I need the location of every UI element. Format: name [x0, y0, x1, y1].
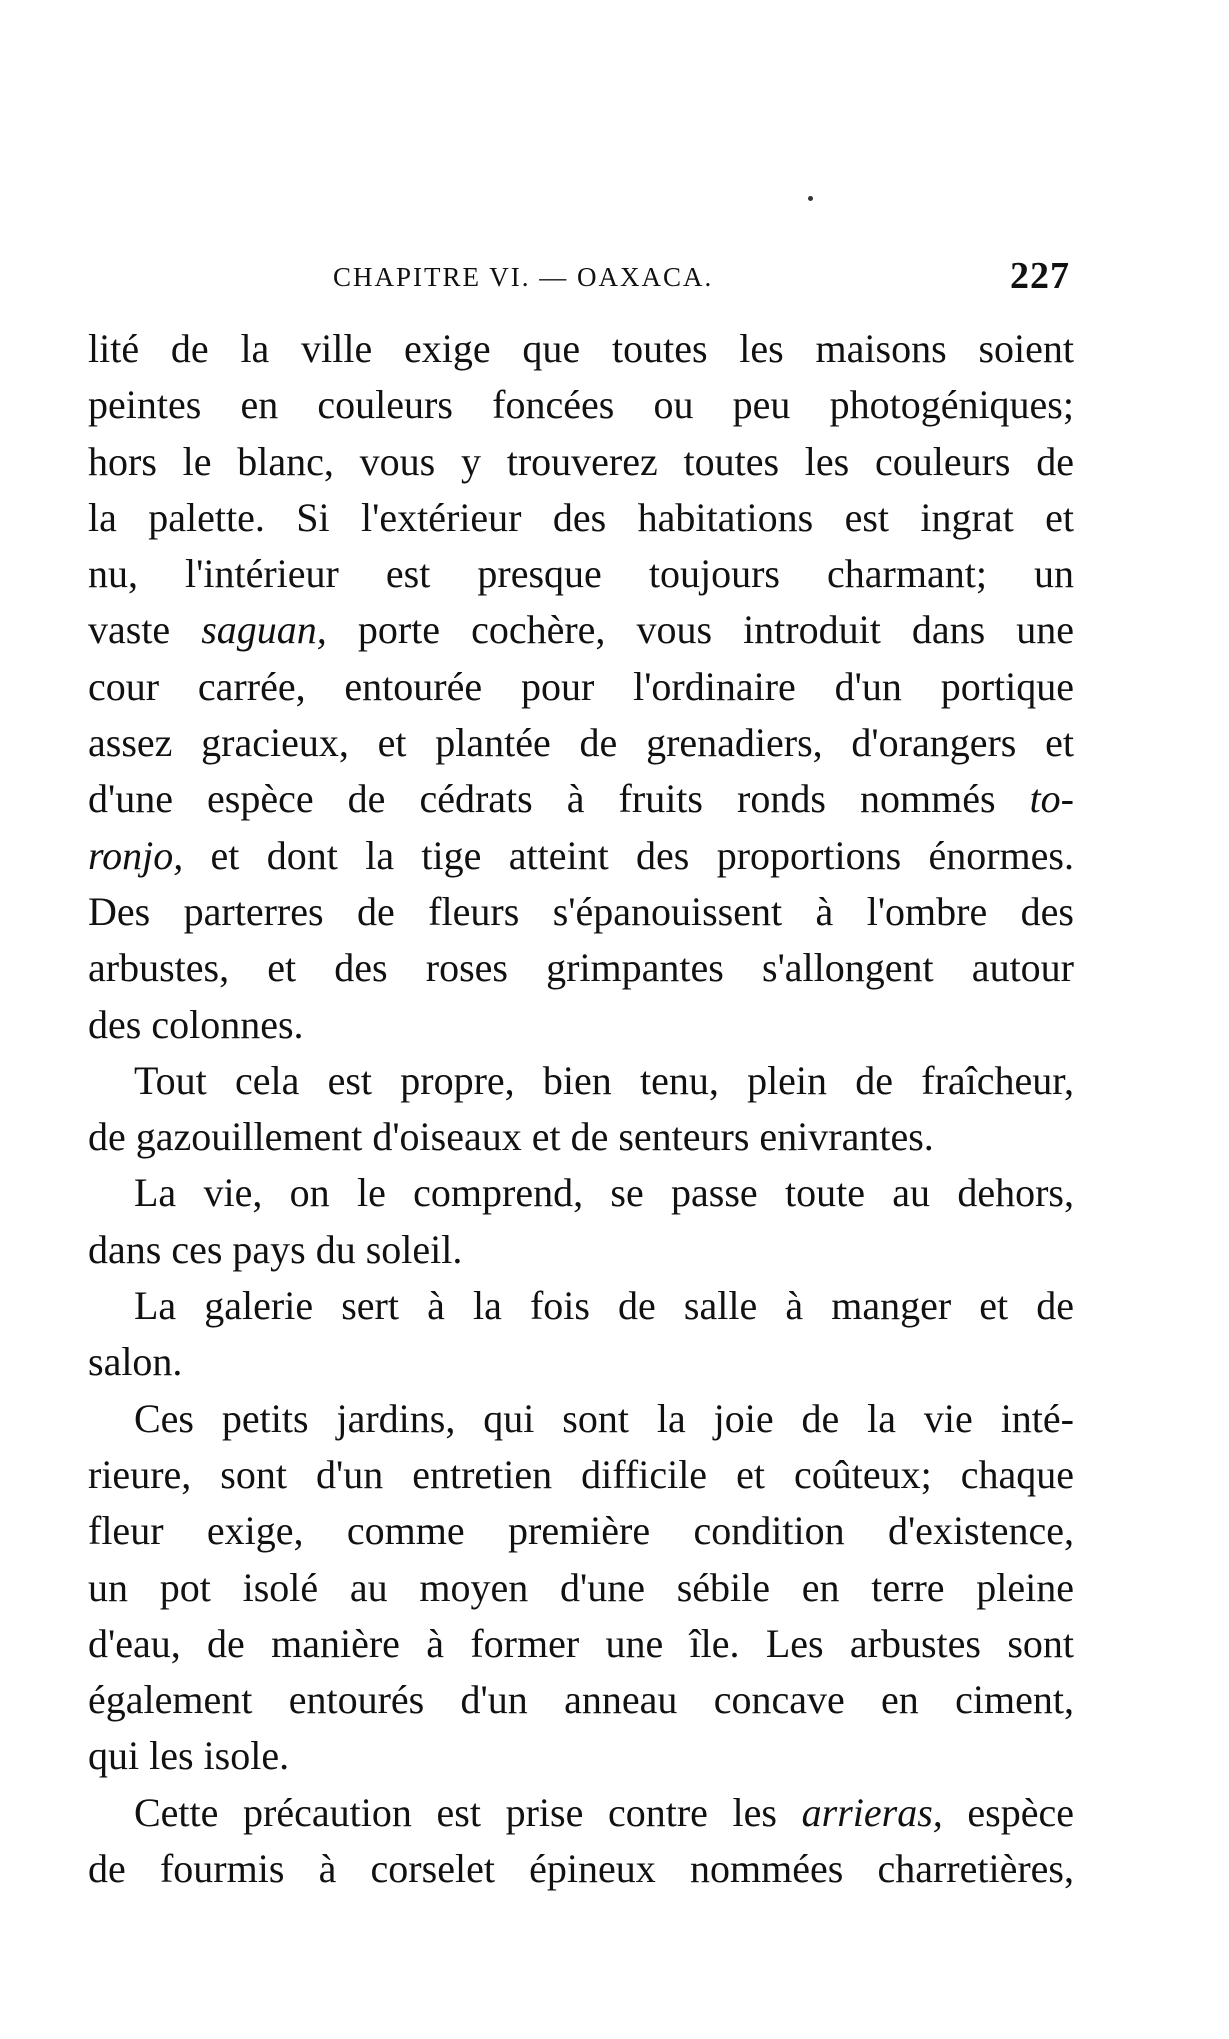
text-line-content [88, 1616, 1074, 1672]
text-segment: La vie, on le comprend, se passe toute au dehors, [134, 1170, 1074, 1216]
text-segment: rieure, sont d'un entretien difficile et coûteux; chaque [88, 1451, 1074, 1497]
italic-term: arrieras, [801, 1789, 943, 1835]
text-segment: et dont la tige atteint des proportions énormes. [183, 832, 1074, 878]
text-line-content [88, 1334, 1074, 1390]
text-segment: La galerie sert à la fois de salle à manger et de [134, 1283, 1074, 1329]
text-line [88, 1222, 1074, 1278]
text-line [88, 659, 1074, 715]
page-number: 227 [1010, 255, 1070, 297]
text-line [88, 771, 1074, 827]
text-line-content [88, 1728, 1074, 1784]
text-segment: d'eau, de manière à former une île. Les arbustes sont [88, 1620, 1074, 1666]
text-line [88, 940, 1074, 996]
text-line [88, 1391, 1074, 1447]
text-line-content [134, 1278, 1074, 1334]
text-line-content [88, 659, 1074, 715]
text-segment: nu, l'intérieur est presque toujours charmant; un [88, 551, 1074, 597]
ink-speck [808, 196, 813, 201]
text-line [88, 321, 1074, 377]
text-line-content [88, 1672, 1074, 1728]
text-segment: peintes en couleurs foncées ou peu photogéniques; [88, 382, 1074, 428]
text-segment: assez gracieux, et plantée de grenadiers, d'orangers et [88, 720, 1074, 766]
text-segment: Tout cela est propre, bien tenu, plein de fraîcheur, [134, 1057, 1074, 1103]
text-line-content [88, 715, 1074, 771]
text-segment: lité de la ville exige que toutes les maisons soient [88, 326, 1074, 371]
text-line [88, 884, 1074, 940]
italic-term: ronjo, [88, 832, 184, 878]
text-segment: espèce [942, 1789, 1074, 1835]
body-text [88, 321, 1074, 1897]
text-line-content [134, 1165, 1074, 1221]
text-line-content [88, 771, 1074, 827]
text-line-content [134, 1053, 1074, 1109]
text-segment: un pot isolé au moyen d'une sébile en terre pleine [88, 1564, 1074, 1610]
text-segment: fleur exige, comme première condition d'existence, [88, 1508, 1074, 1554]
text-line [88, 1728, 1074, 1784]
text-segment: également entourés d'un anneau concave en ciment, [88, 1677, 1074, 1723]
text-line-content [88, 490, 1074, 546]
text-line-content [88, 884, 1074, 940]
text-segment: la palette. Si l'extérieur des habitations est ingrat et [88, 494, 1074, 540]
text-line [88, 1616, 1074, 1672]
text-line-content [134, 1785, 1074, 1841]
text-line-content [88, 1109, 1074, 1165]
text-segment: vaste [88, 607, 202, 653]
text-segment: hors le blanc, vous y trouverez toutes les couleurs de [88, 438, 1074, 484]
text-line [88, 546, 1074, 602]
text-line-content [88, 997, 1074, 1053]
text-line-content [88, 602, 1074, 658]
text-segment: arbustes, et des roses grimpantes s'allongent autour [88, 945, 1074, 991]
text-line-content [88, 828, 1074, 884]
text-line [88, 715, 1074, 771]
text-line [88, 1785, 1074, 1841]
text-line-content [88, 377, 1074, 433]
text-line [88, 1672, 1074, 1728]
text-segment: dans ces pays du soleil. [88, 1226, 463, 1272]
italic-term: saguan, [201, 607, 327, 653]
running-title: CHAPITRE VI. — OAXACA. [333, 262, 714, 292]
text-line [88, 1560, 1074, 1616]
text-line-content [134, 1391, 1074, 1447]
text-line [88, 602, 1074, 658]
text-line-content [88, 1447, 1074, 1503]
italic-term: to- [1029, 776, 1074, 822]
text-line-content [88, 434, 1074, 490]
text-line-content [88, 321, 1074, 377]
page-header [88, 255, 1074, 298]
text-line-content [88, 1560, 1074, 1616]
text-segment: Ces petits jardins, qui sont la joie de la vie inté- [134, 1395, 1074, 1441]
text-segment: d'une espèce de cédrats à fruits ronds nommés [88, 776, 1030, 822]
text-line [88, 1447, 1074, 1503]
text-line [88, 997, 1074, 1053]
text-segment: Des parterres de fleurs s'épanouissent à l'ombre des [88, 888, 1074, 934]
text-segment: de fourmis à corselet épineux nommées charretières, [88, 1846, 1074, 1892]
text-line [88, 490, 1074, 546]
text-line [88, 1841, 1074, 1897]
text-line [88, 434, 1074, 490]
text-line [88, 1334, 1074, 1390]
text-line [88, 1278, 1074, 1334]
text-line-content [88, 546, 1074, 602]
text-segment: salon. [88, 1339, 183, 1385]
text-segment: qui les isole. [88, 1733, 290, 1779]
text-line-content [88, 1222, 1074, 1278]
text-line-content [88, 1503, 1074, 1559]
text-segment: Cette précaution est prise contre les [134, 1789, 802, 1835]
text-line [88, 1109, 1074, 1165]
text-segment: de gazouillement d'oiseaux et de senteurs enivrantes. [88, 1114, 934, 1160]
text-line-content [88, 940, 1074, 996]
text-segment: des colonnes. [88, 1001, 304, 1047]
text-segment: porte cochère, vous introduit dans une [326, 607, 1075, 653]
text-line [88, 377, 1074, 433]
text-line [88, 1053, 1074, 1109]
text-line [88, 1165, 1074, 1221]
text-line-content [88, 1841, 1074, 1897]
text-line [88, 1503, 1074, 1559]
text-line [88, 828, 1074, 884]
text-segment: cour carrée, entourée pour l'ordinaire d'un portique [88, 663, 1074, 709]
